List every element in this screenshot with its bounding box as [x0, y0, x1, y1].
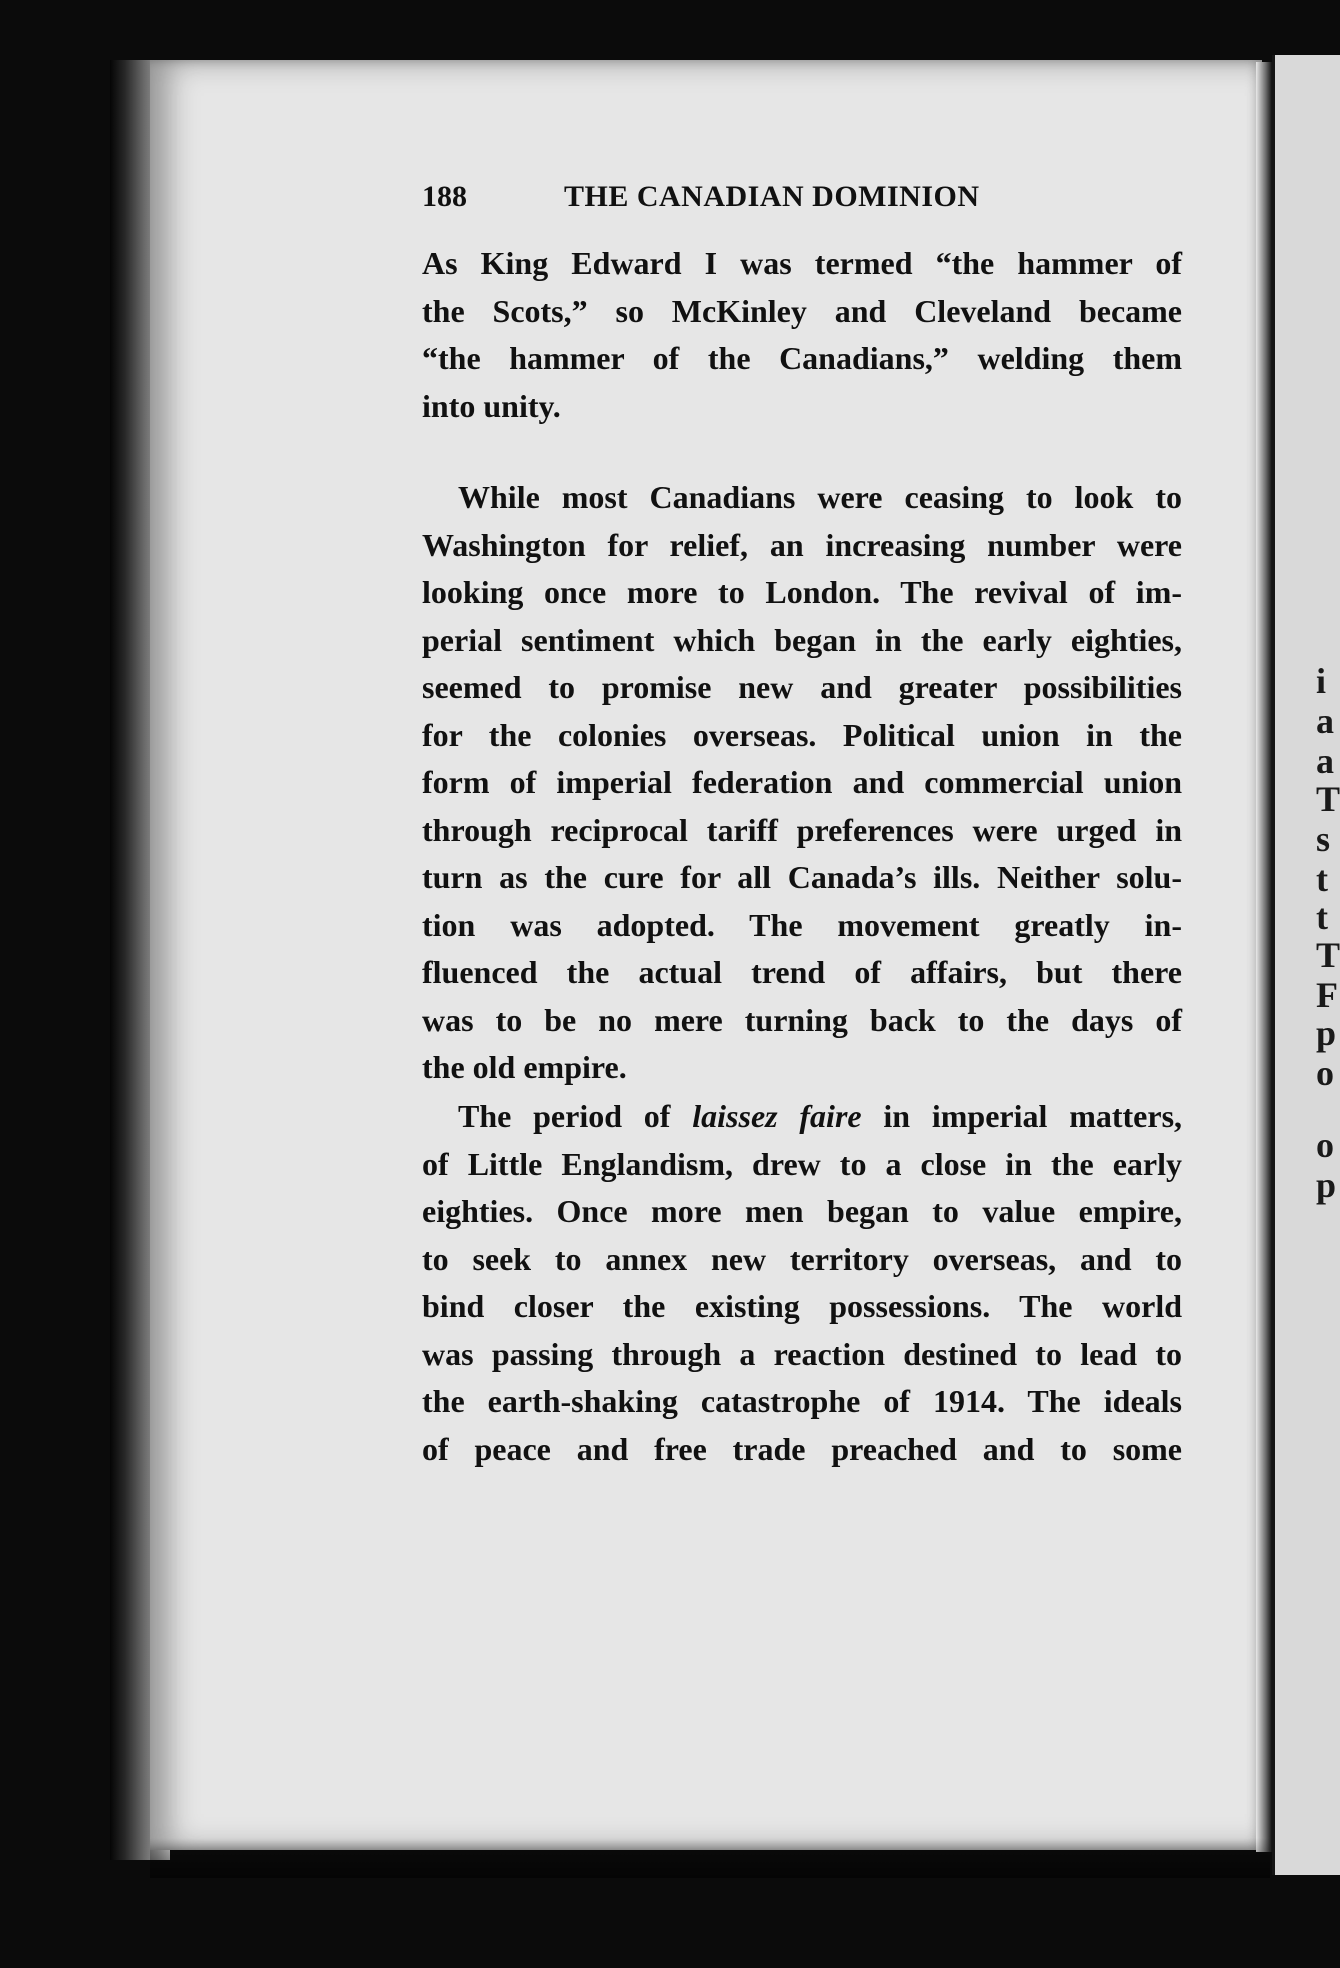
text-line: was to be no mere turning back to the days of	[422, 1001, 1182, 1038]
running-title: THE CANADIAN DOMINION	[564, 180, 980, 213]
text-line: Washington for relief, an increasing number were	[422, 526, 1182, 563]
text-line: was passing through a reaction destined to lead to	[422, 1335, 1182, 1372]
text-fragment: The period of	[458, 1098, 693, 1134]
text-line: for the colonies overseas. Political union in the	[422, 716, 1182, 753]
text-line: of Little Englandism, drew to a close in the early	[422, 1145, 1182, 1182]
italic-phrase: laissez faire	[692, 1098, 862, 1134]
adjacent-char: p	[1316, 1165, 1337, 1205]
page-header	[422, 180, 1182, 230]
text-line: looking once more to London. The revival of im-	[422, 574, 1182, 610]
text-line: through reciprocal tariff preferences were urged in	[422, 811, 1182, 848]
adjacent-char: t	[1316, 859, 1328, 899]
paragraph-1	[422, 240, 1182, 430]
adjacent-char: i	[1316, 661, 1327, 701]
paragraph-2	[422, 474, 1182, 1092]
text-line: “the hammer of the Canadians,” welding them	[422, 340, 1182, 376]
text-line: turn as the cure for all Canada’s ills. Neither solu-	[422, 859, 1182, 895]
adjacent-char: p	[1316, 1013, 1337, 1053]
text-line: the earth-shaking catastrophe of 1914. The ideals	[422, 1383, 1182, 1419]
text-line	[422, 1093, 1182, 1141]
text-fragment: in imperial matters,	[861, 1098, 1183, 1134]
page-bottom-shadow	[150, 1838, 1270, 1878]
adjacent-char: o	[1316, 1125, 1334, 1165]
adjacent-char: a	[1316, 701, 1334, 741]
text-line: While most Canadians were ceasing to look to	[458, 479, 1182, 515]
text-line: eighties. Once more men began to value empire,	[422, 1193, 1182, 1229]
text-line: the old empire.	[422, 1049, 627, 1085]
text-line: fluenced the actual trend of affairs, but there	[422, 954, 1182, 990]
adjacent-char: o	[1316, 1053, 1334, 1093]
adjacent-char: T	[1316, 779, 1340, 819]
text-line: form of imperial federation and commercial union	[422, 764, 1182, 800]
paragraph-3	[422, 1093, 1182, 1473]
adjacent-page-text	[1316, 0, 1340, 1968]
text-line: into unity.	[422, 387, 561, 424]
adjacent-char: T	[1316, 935, 1340, 975]
text-line: seemed to promise new and greater possibilities	[422, 669, 1182, 705]
text-line: of peace and free trade preached and to some	[422, 1430, 1182, 1467]
text-line: bind closer the existing possessions. The world	[422, 1288, 1182, 1324]
page-edge	[1256, 62, 1272, 1852]
text-line: tion was adopted. The movement greatly in-	[422, 906, 1182, 943]
adjacent-char: t	[1316, 897, 1328, 937]
page-number: 188	[422, 180, 467, 213]
text-line: perial sentiment which began in the early eighties,	[422, 621, 1182, 658]
adjacent-char: F	[1316, 975, 1338, 1015]
adjacent-char: s	[1316, 819, 1331, 859]
adjacent-char: a	[1316, 741, 1334, 781]
text-line: to seek to annex new territory overseas, and to	[422, 1240, 1182, 1277]
text-line: As King Edward I was termed “the hammer of	[422, 245, 1182, 281]
text-line: the Scots,” so McKinley and Cleveland became	[422, 292, 1182, 329]
